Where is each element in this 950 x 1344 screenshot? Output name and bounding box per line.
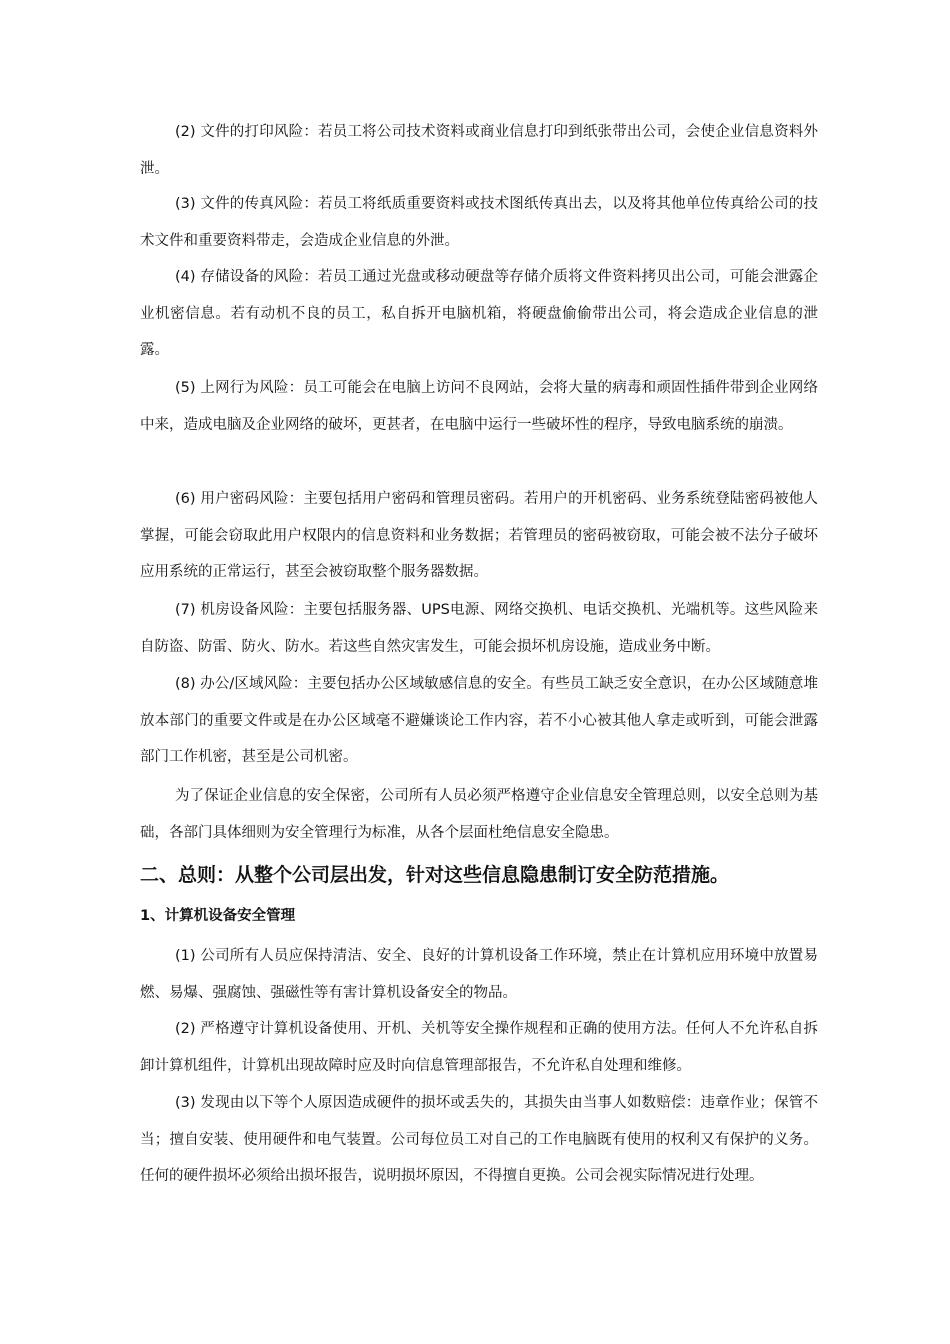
paragraph-internet-risk: (5) 上网行为风险：员工可能会在电脑上访问不良网站，会将大量的病毒和顽固性插件带到企业网络中来，造成电脑及企业网络的破坏，更甚者，在电脑中运行一些破坏性的程序，导致电脑系统的崩溃。 (140, 380, 818, 433)
section-heading: 二、总则：从整个公司层出发，针对这些信息隐患制订安全防范措施。 (140, 864, 730, 886)
paragraph-damage-compensation: (3) 发现由以下等个人原因造成硬件的损坏或丢失的，其损失由当事人如数赔偿：违章作业；保管不当；擅自安装、使用硬件和电气装置。公司每位员工对自己的工作电脑既有使用的权利又有保护的义务。任何的硬件损坏必须给出损坏报告，说明损坏原因，不得擅自更换。公司会视实际情况进行处理。 (140, 1095, 818, 1184)
paragraph-fax-risk: (3) 文件的传真风险：若员工将纸质重要资料或技术图纸传真出去，以及将其他单位传真给公司的技术文件和重要资料带走，会造成企业信息的外泄。 (140, 196, 818, 249)
paragraph-summary: 为了保证企业信息的安全保密，公司所有人员必须严格遵守企业信息安全管理总则，以安全总则为基础，各部门具体细则为安全管理行为标准，从各个层面杜绝信息安全隐患。 (140, 788, 818, 841)
paragraph-work-environment: (1) 公司所有人员应保持清洁、安全、良好的计算机设备工作环境，禁止在计算机应用环境中放置易燃、易爆、强腐蚀、强磁性等有害计算机设备安全的物品。 (140, 948, 818, 1001)
paragraph-server-room-risk: (7) 机房设备风险：主要包括服务器、UPS电源、网络交换机、电话交换机、光端机等。这些风险来自防盗、防雷、防火、防水。若这些自然灾害发生，可能会损坏机房设施，造成业务中断。 (140, 602, 818, 655)
subsection-heading: 1、计算机设备安全管理 (140, 908, 296, 924)
paragraph-print-risk: (2) 文件的打印风险：若员工将公司技术资料或商业信息打印到纸张带出公司，会使企业信息资料外泄。 (140, 124, 818, 177)
paragraph-storage-risk: (4) 存储设备的风险：若员工通过光盘或移动硬盘等存储介质将文件资料拷贝出公司，可能会泄露企业机密信息。若有动机不良的员工，私自拆开电脑机箱，将硬盘偷偷带出公司，将会造成企业信息的泄露。 (140, 269, 818, 358)
paragraph-password-risk: (6) 用户密码风险：主要包括用户密码和管理员密码。若用户的开机密码、业务系统登陆密码被他人掌握，可能会窃取此用户权限内的信息资料和业务数据；若管理员的密码被窃取，可能会被不法分子破坏应用系统的正常运行，甚至会被窃取整个服务器数据。 (140, 491, 818, 580)
paragraph-operating-rules: (2) 严格遵守计算机设备使用、开机、关机等安全操作规程和正确的使用方法。任何人不允许私自拆卸计算机组件，计算机出现故障时应及时向信息管理部报告，不允许私自处理和维修。 (140, 1021, 818, 1074)
paragraph-office-area-risk: (8) 办公/区域风险：主要包括办公区域敏感信息的安全。有些员工缺乏安全意识，在办公区域随意堆放本部门的重要文件或是在办公区域毫不避嫌谈论工作内容，若不小心被其他人拿走或听到，可能会泄露部门工作机密，甚至是公司机密。 (140, 676, 818, 765)
